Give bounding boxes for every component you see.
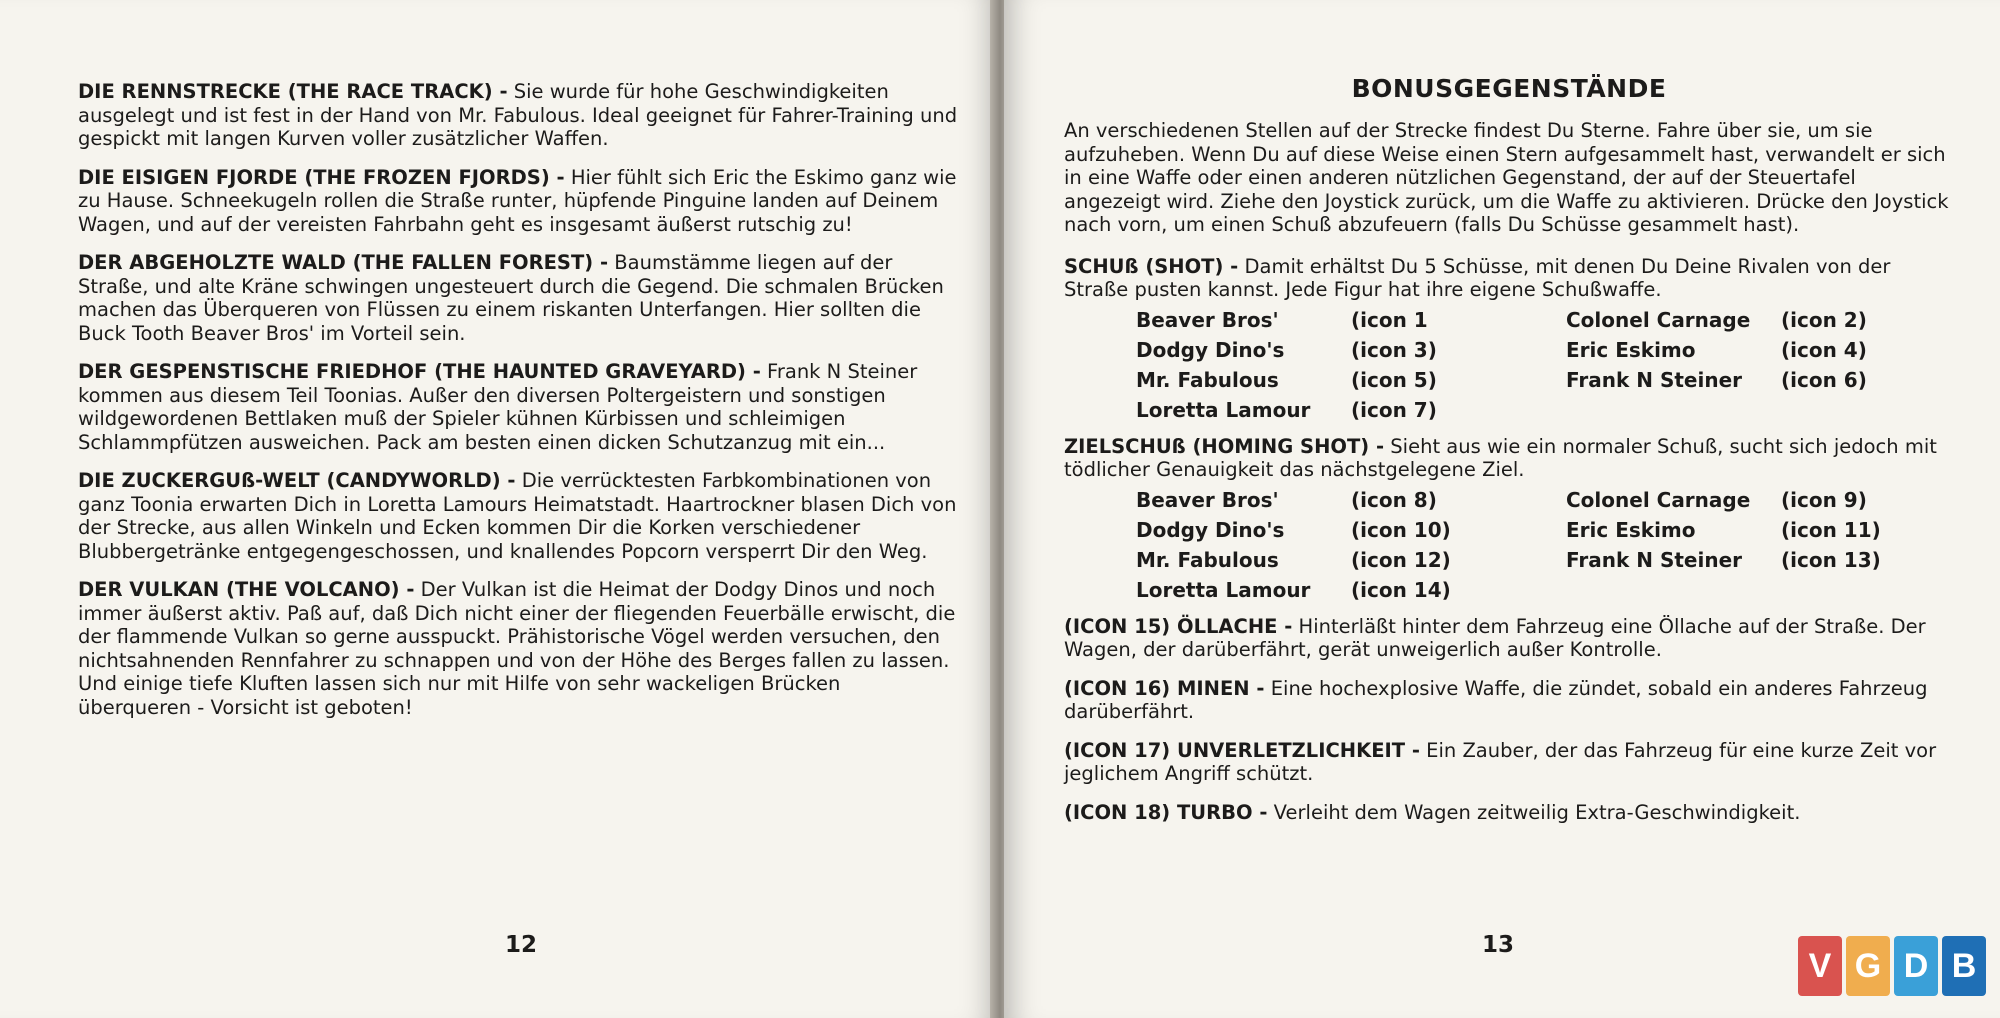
character-name: Colonel Carnage xyxy=(1566,307,1751,332)
icon-ref: (icon 12) xyxy=(1351,547,1451,572)
character-name: Dodgy Dino's xyxy=(1136,337,1285,362)
character-name: Colonel Carnage xyxy=(1566,487,1751,512)
icon-ref: (icon 9) xyxy=(1781,487,1867,512)
entry-heading: DER GESPENSTISCHE FRIEDHOF (THE HAUNTED GRAVEYARD) - xyxy=(78,360,761,383)
right-page xyxy=(1004,0,2000,1018)
icon-ref: (icon 7) xyxy=(1351,397,1437,422)
entry-text: Sie wurde für hohe Geschwindigkeiten ausgelegt und ist fest in der Hand von Mr. Fabulous. Ideal geeignet für Fahrer-Training und gespickt mit langen Kurven voller zusätzlicher Waffen. xyxy=(78,80,958,150)
item-text: Eine hochexplosive Waffe, die zündet, sobald ein anderes Fahrzeug darüberfährt. xyxy=(1064,676,1928,723)
icon-ref: (icon 10) xyxy=(1351,517,1451,542)
logo-letter: B xyxy=(1942,936,1986,996)
entry-text: Der Vulkan ist die Heimat der Dodgy Dinos und noch immer äußerst aktiv. Paß auf, daß Dich nicht einer der fliegenden Feuerbälle erwischt, die der flammende Vulkan so gerne ausspuckt. Prähistorische Vögel werden versuchen, den nichtsahnenden Rennfahrer zu schnappen und von der Höhe des Berges fallen zu lassen. Und einige tiefe Kluften lassen sich nur mit Hilfe von sehr wackeligen Brücken überqueren - Vorsicht ist geboten! xyxy=(78,578,956,719)
entry-text: Die verrücktesten Farbkombinationen von ganz Toonia erwarten Dich in Loretta Lamours Heimatstadt. Haartrockner blasen Dich von der Strecke, aus allen Winkeln und Ecken kommen Dir die Korken verschiedener Blubbergetränke entgegengeschossen, und knallendes Popcorn versperrt Dir den Weg. xyxy=(78,469,957,563)
icon-ref: (icon 2) xyxy=(1781,307,1867,332)
homing-text: Sieht aus wie ein normaler Schuß, sucht sich jedoch mit tödlicher Genauigkeit das nächstgelegene Ziel. xyxy=(1064,434,1937,481)
icon-ref: (icon 11) xyxy=(1781,517,1881,542)
page-number-right: 13 xyxy=(1482,932,1515,958)
icon-ref: (icon 5) xyxy=(1351,367,1437,392)
character-name: Mr. Fabulous xyxy=(1136,547,1279,572)
entry-text: Baumstämme liegen auf der Straße, und alte Kräne schwingen ungesteuert durch die Gegend. Die schmalen Brücken machen das Überqueren von Flüssen zu einem riskanten Unterfangen. Hier sollten die Buck Tooth Beaver Bros' im Vorteil sein. xyxy=(78,251,944,345)
character-name: Mr. Fabulous xyxy=(1136,367,1279,392)
entry-text: Frank N Steiner kommen aus diesem Teil Toonias. Außer den diversen Poltergeistern und sonstigen wildgewordenen Bettlaken muß der Spieler kühnen Kürbissen und schleimigen Schlammpfützen ausweichen. Pack am besten einen dicken Schutzanzug mit ein... xyxy=(78,360,918,454)
icon-ref: (icon 14) xyxy=(1351,577,1451,602)
character-name: Frank N Steiner xyxy=(1566,367,1742,392)
entry-frozen-fjords xyxy=(78,166,958,237)
item-text: Ein Zauber, der das Fahrzeug für eine kurze Zeit vor jeglichem Angriff schützt. xyxy=(1064,738,1937,785)
entry-heading: DIE EISIGEN FJORDE (THE FROZEN FJORDS) - xyxy=(78,165,565,189)
character-name: Beaver Bros' xyxy=(1136,307,1279,332)
character-name: Beaver Bros' xyxy=(1136,487,1279,512)
character-name: Dodgy Dino's xyxy=(1136,517,1285,542)
page-number-left: 12 xyxy=(505,932,538,958)
homing-shot-section xyxy=(1064,435,1954,605)
shot-heading: SCHUß (SHOT) - xyxy=(1064,254,1239,278)
character-name: Eric Eskimo xyxy=(1566,517,1696,542)
entry-heading: DIE RENNSTRECKE (THE RACE TRACK) - xyxy=(78,80,508,103)
entry-volcano xyxy=(78,578,958,719)
left-page xyxy=(0,0,996,1018)
entry-heading: DIE ZUCKERGUß-WELT (CANDYWORLD) - xyxy=(78,469,516,492)
shot-description xyxy=(1064,255,1954,302)
intro-paragraph: An verschiedenen Stellen auf der Strecke findest Du Sterne. Fahre über sie, um sie aufzuheben. Wenn Du auf diese Weise einen Stern aufgesammelt hast, verwandelt er sich in eine Waffe oder einen anderen nützlichen Gegenstand, der auf der Steuertafel angezeigt wird. Ziehe den Joystick zurück, um die Waffe zu aktivieren. Drücke den Joystick nach vorn, um einen Schuß abzufeuern (falls Du Schüsse gesammelt hast). xyxy=(1064,119,1949,236)
item-invulnerability xyxy=(1064,739,1954,786)
item-text: Verleiht dem Wagen zeitweilig Extra-Geschwindigkeit. xyxy=(1267,800,1801,824)
character-name: Loretta Lamour xyxy=(1136,577,1311,602)
character-name: Loretta Lamour xyxy=(1136,397,1311,422)
item-heading: (ICON 15) ÖLLACHE - xyxy=(1064,614,1293,638)
icon-ref: (icon 8) xyxy=(1351,487,1437,512)
entry-haunted-graveyard xyxy=(78,360,958,454)
entry-fallen-forest xyxy=(78,251,958,345)
icon-ref: (icon 3) xyxy=(1351,337,1437,362)
entry-candyworld xyxy=(78,469,958,563)
entry-heading: DER VULKAN (THE VOLCANO) - xyxy=(78,578,415,601)
shot-text: Damit erhältst Du 5 Schüsse, mit denen Du Deine Rivalen von der Straße pusten kannst. Jede Figur hat ihre eigene Schußwaffe. xyxy=(1064,254,1891,301)
logo-letter: D xyxy=(1894,936,1938,996)
icon-ref: (icon 13) xyxy=(1781,547,1881,572)
page-title: BONUSGEGENSTÄNDE xyxy=(1351,74,1667,103)
homing-icon-list xyxy=(1136,485,1954,605)
right-column xyxy=(1064,74,1954,839)
item-heading: (ICON 16) MINEN - xyxy=(1064,676,1265,700)
shot-icon-list xyxy=(1136,305,1954,425)
item-text: Hinterläßt hinter dem Fahrzeug eine Öllache auf der Straße. Der Wagen, der darüberfährt, gerät unweigerlich außer Kontrolle. xyxy=(1064,614,1926,661)
shot-section xyxy=(1064,255,1954,425)
icon-ref: (icon 6) xyxy=(1781,367,1867,392)
entry-text: Hier fühlt sich Eric the Eskimo ganz wie zu Hause. Schneekugeln rollen die Straße runter, hüpfende Pinguine landen auf Deinem Wagen, und auf der vereisten Fahrbahn geht es insgesamt äußerst rutschig zu! xyxy=(78,165,957,236)
icon-ref: (icon 4) xyxy=(1781,337,1867,362)
entry-race-track xyxy=(78,80,958,151)
vgdb-watermark-logo xyxy=(1798,936,1986,996)
item-heading: (ICON 18) TURBO - xyxy=(1064,800,1268,824)
icon-ref: (icon 1 xyxy=(1351,307,1428,332)
logo-letter: V xyxy=(1798,936,1842,996)
item-turbo xyxy=(1064,801,1954,825)
entry-heading: DER ABGEHOLZTE WALD (THE FALLEN FOREST) - xyxy=(78,251,609,274)
item-heading: (ICON 17) UNVERLETZLICHKEIT - xyxy=(1064,738,1420,762)
character-name: Frank N Steiner xyxy=(1566,547,1742,572)
item-oil-slick xyxy=(1064,615,1954,662)
homing-description xyxy=(1064,435,1954,482)
item-mines xyxy=(1064,677,1954,724)
homing-heading: ZIELSCHUß (HOMING SHOT) - xyxy=(1064,434,1385,458)
left-column xyxy=(78,80,958,734)
logo-letter: G xyxy=(1846,936,1890,996)
character-name: Eric Eskimo xyxy=(1566,337,1696,362)
